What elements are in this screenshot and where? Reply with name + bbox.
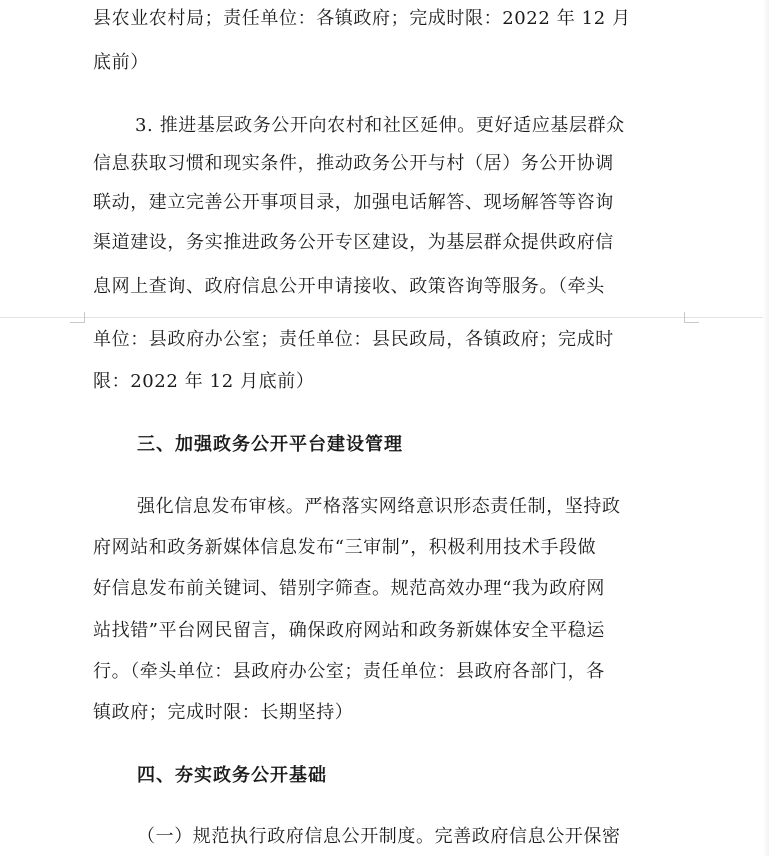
line-text: 3. 推进基层政务公开向农村和社区延伸。更好适应基层群众 (135, 115, 625, 136)
line-text: 联动，建立完善公开事项目录，加强电话解答、现场解答等咨询 (93, 192, 614, 213)
line-text: 县农业农村局；责任单位：各镇政府；完成时限：2022 年 12 月 (93, 8, 631, 29)
line-text: 镇政府；完成时限：长期坚持） (93, 702, 354, 723)
line-text: 好信息发布前关键词、错别字筛查。规范高效办理“我为政府网 (93, 578, 605, 599)
line-text: 信息获取习惯和现实条件，推动政务公开与村（居）务公开协调 (93, 153, 614, 174)
heading-text: 四、夯实政务公开基础 (137, 765, 327, 786)
line-text: 府网站和政务新媒体信息发布“三审制”，积极利用技术手段做 (93, 537, 597, 558)
line-text: 行。（牵头单位：县政府办公室；责任单位：县政府各部门，各 (93, 661, 605, 682)
line-text: 息网上查询、政府信息公开申请接收、政策咨询等服务。（牵头 (93, 276, 605, 297)
page-corner-left (70, 312, 85, 323)
line-text: 单位：县政府办公室；责任单位：县民政局，各镇政府；完成时 (93, 329, 614, 350)
line-text: （一）规范执行政府信息公开制度。完善政府信息公开保密 (137, 826, 621, 847)
line-text: 站找错”平台网民留言，确保政府网站和政务新媒体安全平稳运 (93, 620, 605, 641)
line-text: 渠道建设，务实推进政务公开专区建设，为基层群众提供政府信 (93, 232, 614, 253)
page-break-rule (0, 317, 769, 318)
page-corner-right (684, 312, 699, 323)
line-text: 底前） (93, 52, 149, 73)
page-break-marker (0, 312, 769, 324)
scroll-edge (763, 0, 769, 856)
line-text: 强化信息发布审核。严格落实网络意识形态责任制，坚持政 (137, 496, 621, 517)
heading-text: 三、加强政务公开平台建设管理 (137, 434, 403, 455)
line-text: 限：2022 年 12 月底前） (93, 371, 315, 392)
